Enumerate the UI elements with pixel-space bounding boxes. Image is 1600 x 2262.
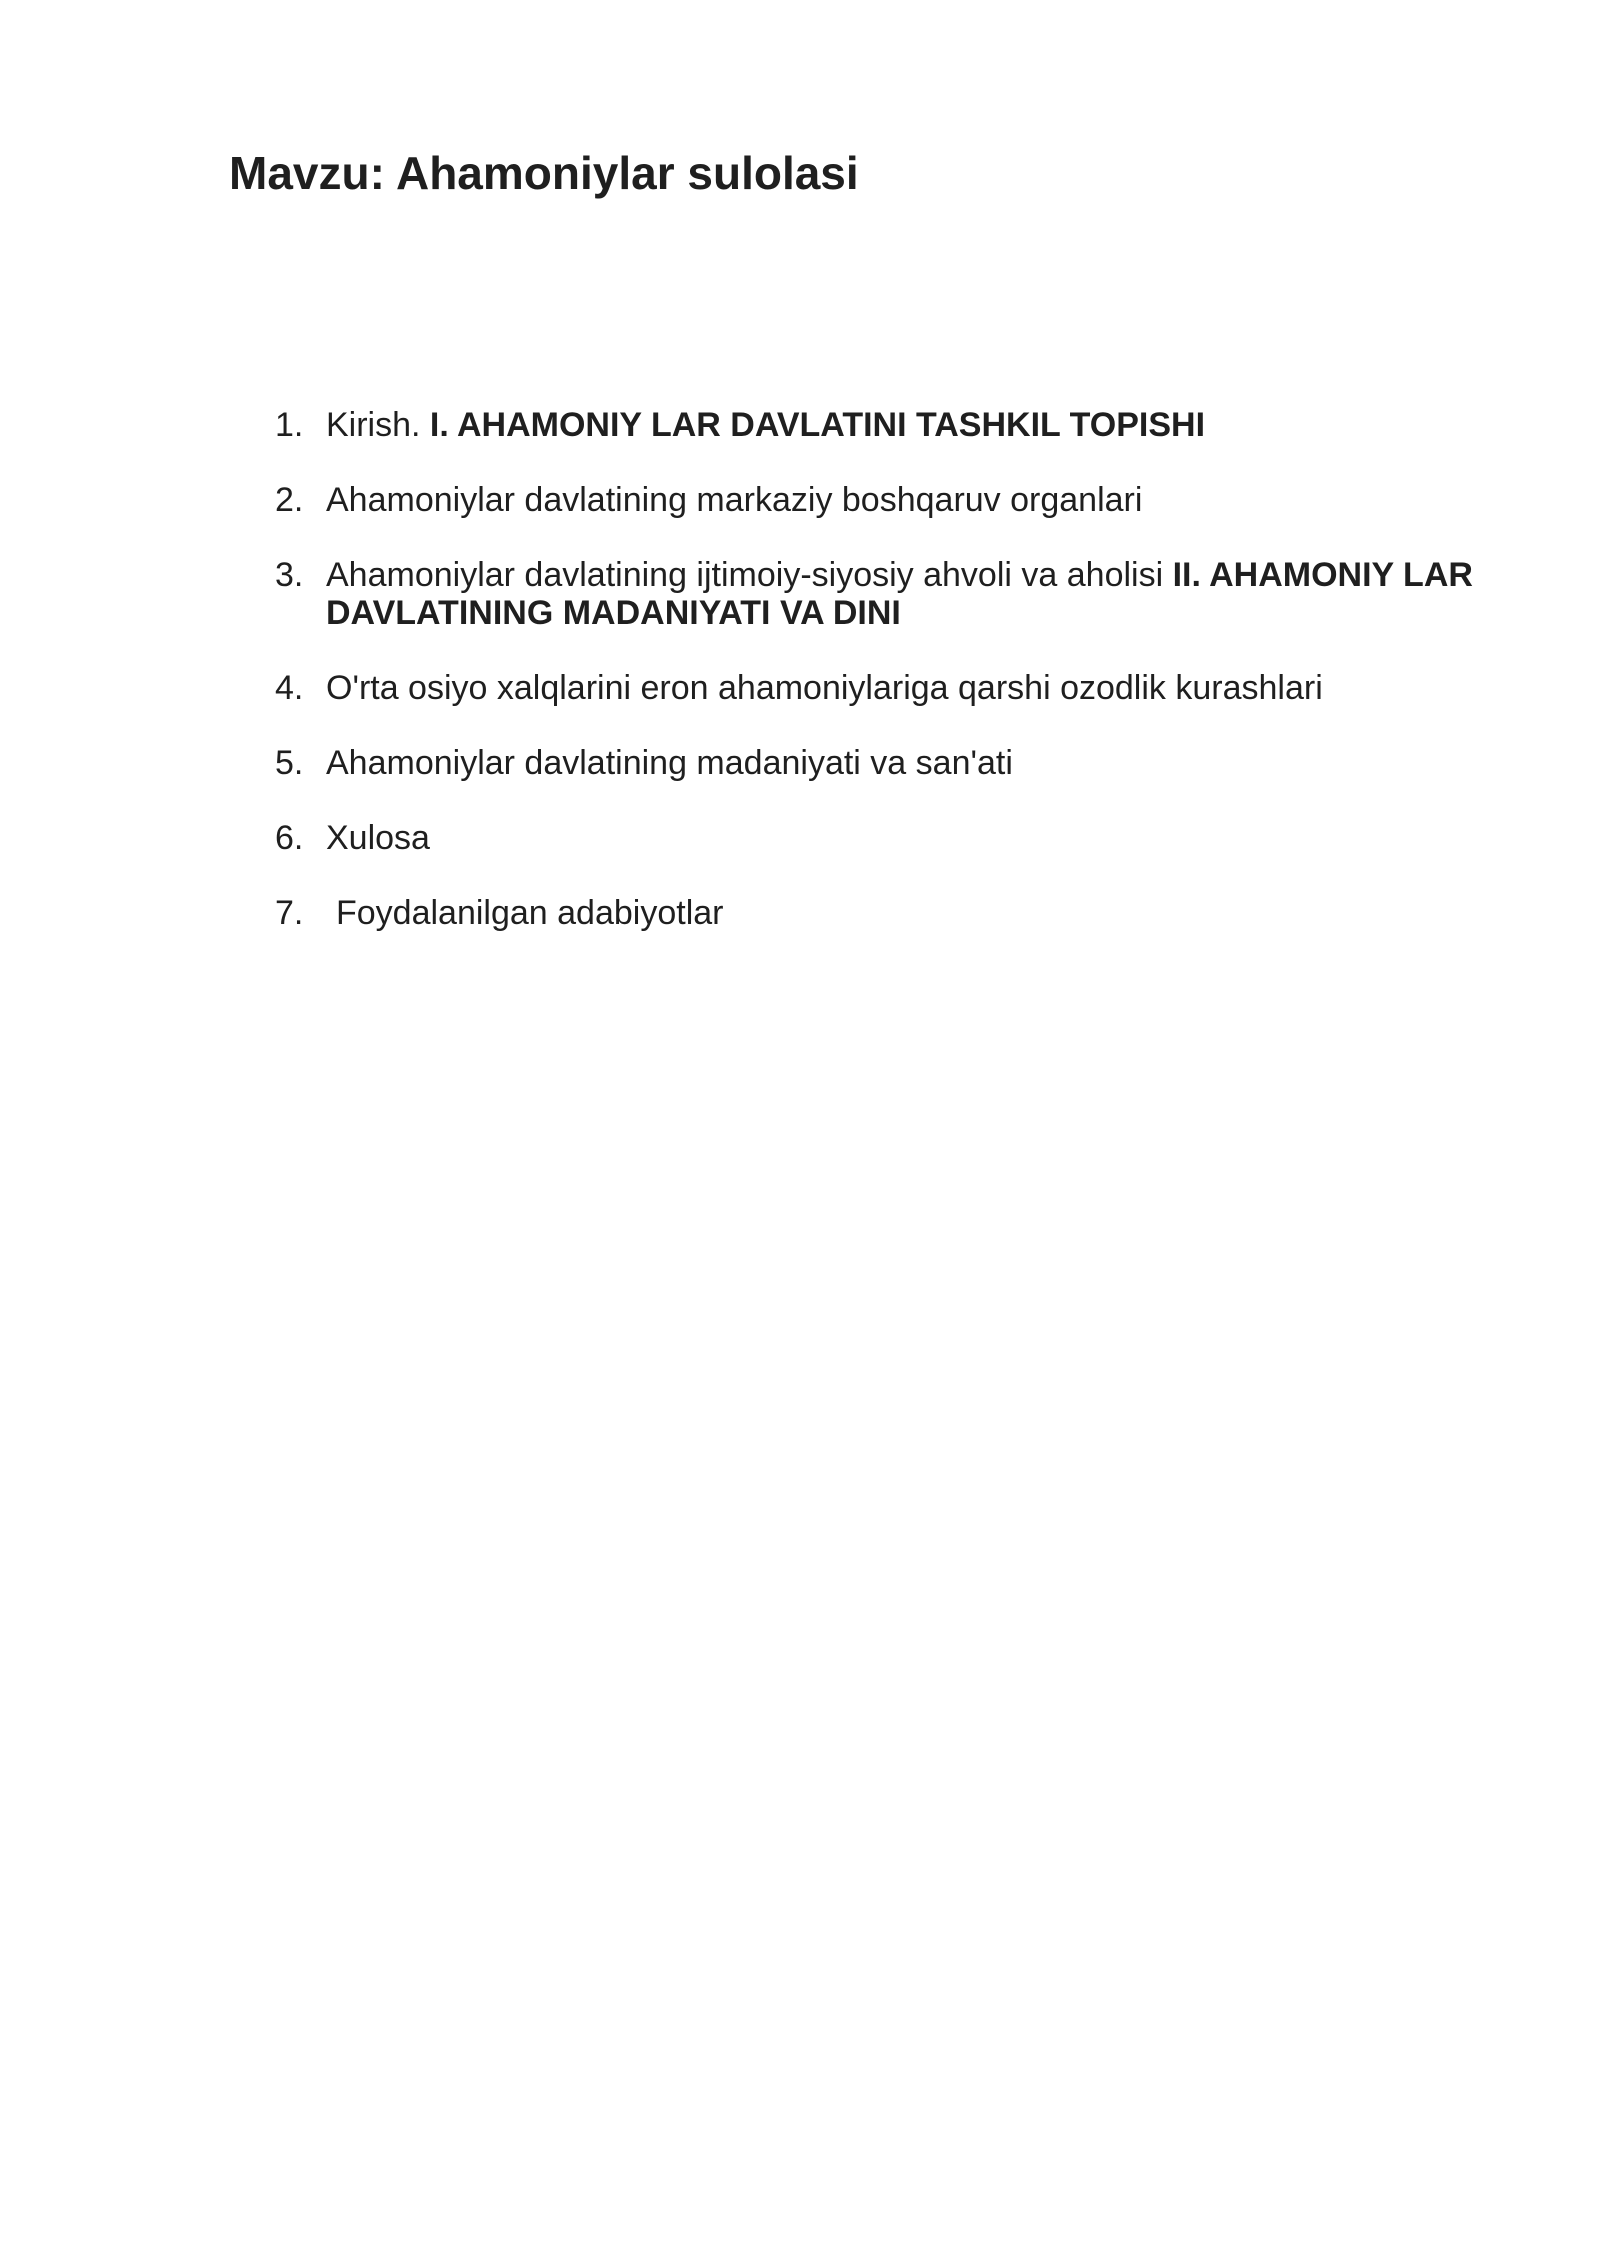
toc-item-text: Kirish. xyxy=(326,406,430,444)
toc-item-1 xyxy=(275,406,1475,444)
toc-item-text: Ahamoniylar davlatining madaniyati va san'ati xyxy=(326,744,1013,782)
toc-item-6 xyxy=(275,819,1475,857)
toc-item-number: 5. xyxy=(275,744,304,782)
table-of-contents xyxy=(275,406,1475,969)
toc-item-number: 1. xyxy=(275,406,304,444)
toc-item-number: 4. xyxy=(275,669,304,707)
toc-item-text: Ahamoniylar davlatining markaziy boshqaruv organlari xyxy=(326,481,1143,519)
toc-item-section-heading: I. AHAMONIY LAR DAVLATINI TASHKIL TOPISHI xyxy=(429,406,1206,444)
toc-item-section-heading: II. AHAMONIY LAR DAVLATINING MADANIYATI VA DINI xyxy=(326,556,1473,632)
toc-item-2 xyxy=(275,481,1475,519)
toc-item-number: 6. xyxy=(275,819,304,857)
toc-item-number: 3. xyxy=(275,556,304,594)
toc-item-5 xyxy=(275,744,1475,782)
toc-item-text: O'rta osiyo xalqlarini eron ahamoniylariga qarshi ozodlik kurashlari xyxy=(326,669,1323,707)
toc-item-3 xyxy=(275,556,1475,632)
page-title: Mavzu: Ahamoniylar sulolasi xyxy=(229,147,859,199)
toc-item-number: 7. xyxy=(275,894,304,932)
toc-item-7 xyxy=(275,894,1475,932)
toc-item-text: Xulosa xyxy=(326,819,430,857)
toc-item-number: 2. xyxy=(275,481,304,519)
toc-item-text: Ahamoniylar davlatining ijtimoiy-siyosiy ahvoli va aholisi xyxy=(326,556,1173,594)
toc-item-text: Foydalanilgan adabiyotlar xyxy=(336,894,724,932)
toc-item-4 xyxy=(275,669,1475,707)
